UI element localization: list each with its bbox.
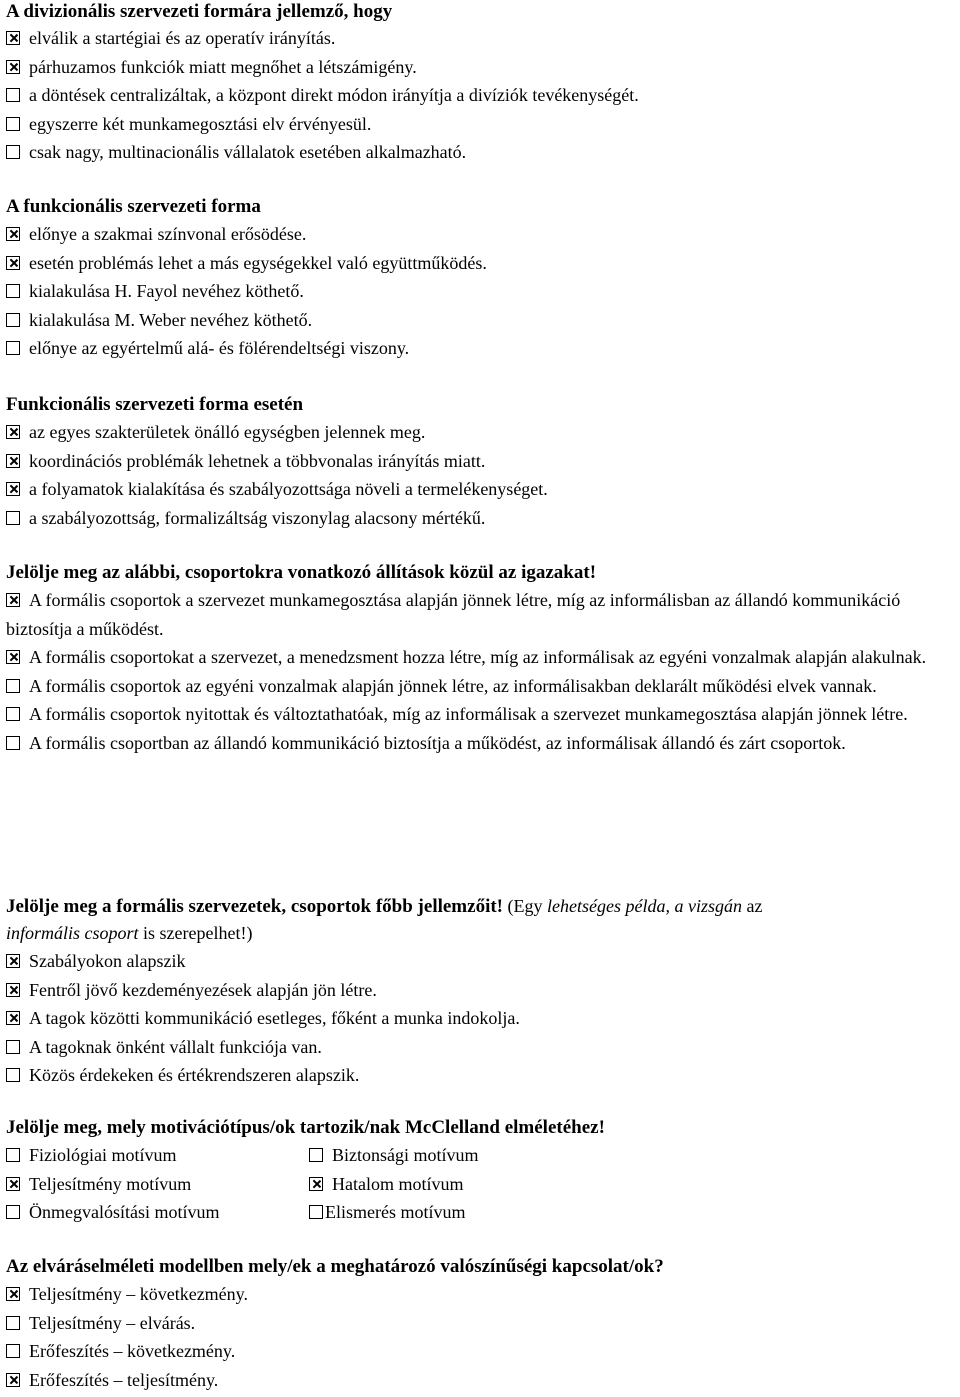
option-text: a folyamatok kialakítása és szabályozottsága növeli a termelékenységet.	[29, 479, 548, 499]
question-title: Az elváráselméleti modellben mely/ek a meghatározó valószínűségi kapcsolat/ok?	[6, 1256, 664, 1277]
option-text: párhuzamos funkciók miatt megnőhet a létszámigény.	[29, 56, 417, 77]
option-row[interactable]	[6, 1309, 664, 1338]
option-row[interactable]	[6, 586, 958, 643]
option-row[interactable]	[6, 1170, 309, 1199]
checkbox-icon[interactable]	[309, 1205, 323, 1219]
option-row[interactable]	[6, 24, 639, 53]
question-4	[6, 560, 958, 757]
option-row[interactable]	[6, 1198, 309, 1227]
checkbox-icon[interactable]	[6, 117, 20, 131]
option-row[interactable]	[6, 81, 639, 110]
option-text: a döntések centralizáltak, a központ direkt módon irányítja a divíziók tevékenységét.	[29, 85, 639, 105]
option-text: A formális csoportokat a szervezet, a menedzsment hozza létre, míg az informálisak az egyéni vonzalmak alapján alakulnak.	[29, 647, 927, 667]
checkbox-icon[interactable]	[6, 707, 20, 721]
option-row[interactable]	[6, 249, 487, 278]
checkbox-icon[interactable]	[6, 88, 20, 102]
option-text: A formális csoportok nyitottak és változtathatóak, míg az informálisak a szervezet munkamegosztása alapján jönnek létre.	[29, 704, 908, 724]
option-text: Teljesítmény motívum	[29, 1173, 192, 1194]
checkbox-icon[interactable]	[6, 425, 20, 439]
checkbox-icon[interactable]	[6, 1011, 20, 1025]
question-6	[6, 1115, 605, 1227]
option-row[interactable]	[6, 475, 548, 504]
option-row[interactable]	[309, 1141, 605, 1170]
option-text: Biztonsági motívum	[332, 1145, 479, 1165]
checkbox-icon[interactable]	[6, 1177, 20, 1191]
checkbox-icon[interactable]	[6, 1040, 20, 1054]
checkbox-icon[interactable]	[6, 1344, 20, 1358]
option-row[interactable]	[6, 1280, 664, 1309]
option-text: előnye az egyértelmű alá- és fölérendeltségi viszony.	[29, 338, 410, 358]
option-text: Szabályokon alapszik	[29, 951, 186, 971]
option-text: csak nagy, multinacionális vállalatok esetében alkalmazható.	[29, 142, 467, 162]
option-row[interactable]	[6, 110, 639, 139]
option-row[interactable]	[309, 1198, 605, 1227]
option-text: Fentről jövő kezdeményezések alapján jön létre.	[29, 979, 377, 1000]
option-text: A formális csoportok az egyéni vonzalmak alapján jönnek létre, az informálisakban deklarált működési elvek vannak.	[29, 675, 877, 696]
option-row[interactable]	[6, 138, 639, 167]
option-row[interactable]	[6, 976, 958, 1005]
option-row[interactable]	[6, 334, 487, 363]
option-text: kialakulása H. Fayol nevéhez köthető.	[29, 281, 304, 301]
title-note-italic: lehetséges példa, a vizsgán	[547, 896, 742, 916]
title-note: is szerepelhet!)	[138, 923, 253, 943]
motive-grid	[6, 1141, 605, 1227]
option-text: A formális csoportban az állandó kommunikáció biztosítja a működést, az informálisak állandó és zárt csoportok.	[29, 732, 846, 753]
option-text: Teljesítmény – következmény.	[29, 1284, 249, 1304]
checkbox-icon[interactable]	[6, 1287, 20, 1301]
option-text: előnye a szakmai színvonal erősödése.	[29, 224, 307, 244]
option-text: egyszerre két munkamegosztási elv érvényesül.	[29, 113, 372, 134]
checkbox-icon[interactable]	[6, 1316, 20, 1330]
option-row[interactable]	[6, 277, 487, 306]
option-text: a szabályozottság, formalizáltság viszonylag alacsony mértékű.	[29, 507, 486, 528]
question-title: Jelölje meg, mely motivációtípus/ok tartozik/nak McClelland elméletéhez!	[6, 1117, 605, 1138]
option-row[interactable]	[6, 1004, 958, 1033]
checkbox-icon[interactable]	[6, 313, 20, 327]
checkbox-icon[interactable]	[6, 31, 20, 45]
option-text: A tagok közötti kommunikáció esetleges, főként a munka indokolja.	[29, 1008, 520, 1028]
option-text: Elismerés motívum	[325, 1202, 466, 1222]
option-text: Erőfeszítés – teljesítmény.	[29, 1369, 219, 1390]
checkbox-icon[interactable]	[6, 1373, 20, 1387]
option-row[interactable]	[6, 1337, 664, 1366]
checkbox-icon[interactable]	[6, 511, 20, 525]
checkbox-icon[interactable]	[6, 227, 20, 241]
checkbox-icon[interactable]	[6, 60, 20, 74]
question-3	[6, 392, 548, 532]
question-title: Jelölje meg az alábbi, csoportokra vonatkozó állítások közül az igazakat!	[6, 562, 597, 583]
option-text: esetén problémás lehet a más egységekkel való együttműködés.	[29, 252, 487, 273]
option-row[interactable]	[6, 1141, 309, 1170]
question-title: A divizionális szervezeti formára jellemző, hogy	[6, 1, 393, 22]
checkbox-icon[interactable]	[6, 983, 20, 997]
checkbox-icon[interactable]	[6, 1205, 20, 1219]
option-row[interactable]	[309, 1170, 605, 1199]
option-text: Teljesítmény – elvárás.	[29, 1312, 196, 1333]
question-1	[6, 0, 639, 167]
option-row[interactable]	[6, 729, 958, 758]
option-row[interactable]	[6, 306, 487, 335]
question-5	[6, 893, 958, 1090]
option-text: Hatalom motívum	[332, 1173, 464, 1194]
checkbox-icon[interactable]	[6, 1148, 20, 1162]
checkbox-icon[interactable]	[6, 482, 20, 496]
option-text: A tagoknak önként vállalt funkciója van.	[29, 1036, 322, 1057]
question-2	[6, 194, 487, 363]
checkbox-icon[interactable]	[6, 679, 20, 693]
question-title: A funkcionális szervezeti forma	[6, 196, 261, 217]
option-row[interactable]	[6, 947, 958, 976]
checkbox-icon[interactable]	[6, 284, 20, 298]
option-row[interactable]	[6, 447, 548, 476]
option-row[interactable]	[6, 643, 958, 672]
checkbox-icon[interactable]	[6, 1068, 20, 1082]
option-row[interactable]	[6, 1033, 958, 1062]
option-row[interactable]	[6, 504, 548, 533]
option-text: kialakulása M. Weber nevéhez köthető.	[29, 309, 313, 330]
checkbox-icon[interactable]	[6, 736, 20, 750]
option-text: Fiziológiai motívum	[29, 1145, 177, 1165]
option-row[interactable]	[6, 53, 639, 82]
option-row[interactable]	[6, 418, 548, 447]
checkbox-icon[interactable]	[6, 145, 20, 159]
title-note: az	[741, 896, 763, 916]
checkbox-icon[interactable]	[6, 593, 20, 607]
option-row[interactable]	[6, 700, 958, 729]
checkbox-icon[interactable]	[309, 1148, 323, 1162]
option-text: elválik a startégiai és az operatív irányítás.	[29, 28, 336, 48]
title-note-italic: informális csoport	[6, 923, 139, 943]
option-text: koordinációs problémák lehetnek a többvonalas irányítás miatt.	[29, 450, 486, 471]
option-text: az egyes szakterületek önálló egységben jelennek meg.	[29, 422, 426, 442]
option-text: Közös érdekeken és értékrendszeren alapszik.	[29, 1065, 360, 1085]
option-row[interactable]	[6, 1366, 664, 1395]
checkbox-icon[interactable]	[6, 650, 20, 664]
question-title: Funkcionális szervezeti forma esetén	[6, 394, 304, 415]
option-text: Önmegvalósítási motívum	[29, 1202, 220, 1222]
option-row[interactable]	[6, 1061, 958, 1090]
question-title	[6, 893, 958, 947]
title-note: (Egy	[503, 896, 547, 916]
checkbox-icon[interactable]	[309, 1177, 323, 1191]
checkbox-icon[interactable]	[6, 341, 20, 355]
option-row[interactable]	[6, 672, 958, 701]
checkbox-icon[interactable]	[6, 954, 20, 968]
title-main: Jelölje meg a formális szervezetek, csoportok főbb jellemzőit!	[6, 896, 503, 917]
option-text: A formális csoportok a szervezet munkamegosztása alapján jönnek létre, míg az informálisban az állandó kommunikáció biztosítja a működést.	[6, 590, 901, 639]
checkbox-icon[interactable]	[6, 454, 20, 468]
checkbox-icon[interactable]	[6, 256, 20, 270]
option-row[interactable]	[6, 220, 487, 249]
option-text: Erőfeszítés – következmény.	[29, 1341, 236, 1361]
question-7	[6, 1254, 664, 1394]
